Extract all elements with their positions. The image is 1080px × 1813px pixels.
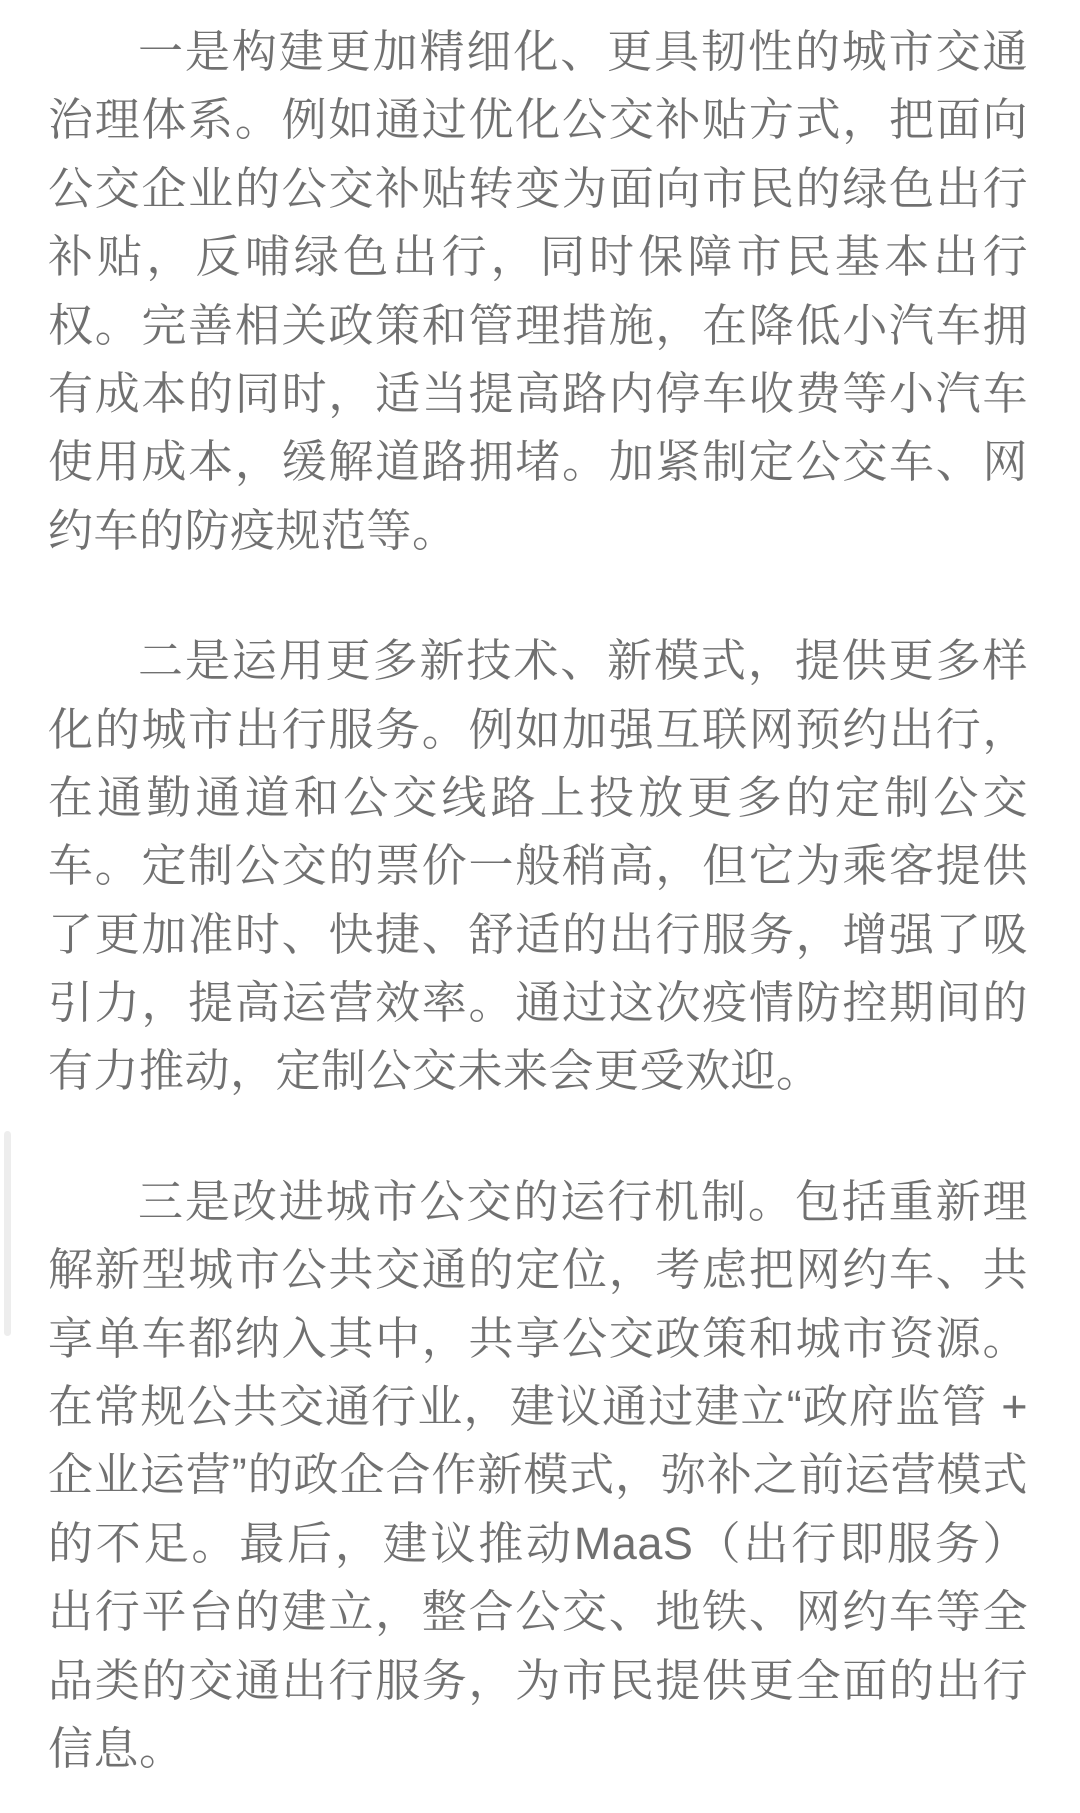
paragraph-3: 三是改进城市公交的运行机制。包括重新理解新型城市公共交通的定位，考虑把网约车、共享单车都纳入其中，共享公交政策和城市资源。在常规公共交通行业，建议通过建立“政府监管 + 企业运营”的政企合作新模式，弥补之前运营模式的不足。最后，建议推动MaaS（出行即服务）出行平台的建立，整合公交、地铁、网约车等全品类的交通出行服务，为市民提供更全面的出行信息。 xyxy=(48,1175,1028,1774)
paragraph-1: 一是构建更加精细化、更具韧性的城市交通治理体系。例如通过优化公交补贴方式，把面向公交企业的公交补贴转变为面向市民的绿色出行补贴，反哺绿色出行，同时保障市民基本出行权。完善相关政策和管理措施，在降低小汽车拥有成本的同时，适当提高路内停车收费等小汽车使用成本，缓解道路拥堵。加紧制定公交车、网约车的防疫规范等。 xyxy=(48,26,1028,556)
article-body xyxy=(48,18,1028,1783)
scroll-indicator[interactable] xyxy=(4,1131,11,1336)
paragraph-2: 二是运用更多新技术、新模式，提供更多样化的城市出行服务。例如加强互联网预约出行，在通勤通道和公交线路上投放更多的定制公交车。定制公交的票价一般稍高，但它为乘客提供了更加准时、快捷、舒适的出行服务，增强了吸引力，提高运营效率。通过这次疫情防控期间的有力推动，定制公交未来会更受欢迎。 xyxy=(48,635,1028,1097)
